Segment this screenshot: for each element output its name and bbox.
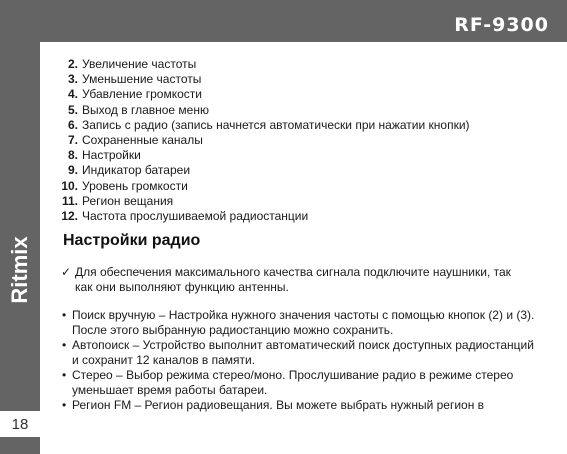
section-heading: Настройки радио <box>63 232 201 249</box>
item-text: Частота прослушиваемой радиостанции <box>82 209 309 224</box>
list-item <box>56 209 470 224</box>
bullet-icon: • <box>62 308 67 322</box>
checkmark-icon: ✓ <box>61 265 72 279</box>
list-item <box>56 194 470 209</box>
list-item <box>56 118 470 133</box>
list-item <box>56 148 470 163</box>
item-number: 7. <box>67 133 78 148</box>
bullet-icon: • <box>62 338 67 352</box>
bullet-text: Автопоиск – Устройство выполнит автоматический поиск доступных радиостанций и сохранит 12 каналов в памяти. <box>72 338 534 367</box>
item-text: Запись с радио (запись начнется автоматически при нажатии кнопки) <box>82 117 470 132</box>
settings-list <box>62 308 537 413</box>
item-number: 11. <box>61 193 78 208</box>
sidebar <box>0 42 40 454</box>
list-item <box>62 308 537 338</box>
bullet-icon: • <box>62 398 67 412</box>
list-item <box>56 57 470 72</box>
item-text: Сохраненные каналы <box>82 133 203 148</box>
list-item <box>56 87 470 102</box>
legend-list <box>56 57 470 224</box>
item-number: 6. <box>67 117 78 132</box>
item-text: Настройки <box>82 148 141 163</box>
bullet-text: Стерео – Выбор режима стерео/моно. Прослушивание радио в режиме стерео уменьшает время работы батареи. <box>72 368 514 397</box>
list-item <box>56 163 470 178</box>
item-number: 8. <box>67 148 78 163</box>
list-item <box>56 72 470 87</box>
bullet-text: Регион FM – Регион радиовещания. Вы можете выбрать нужный регион в <box>72 398 485 412</box>
item-number: 5. <box>67 102 78 117</box>
note-text: Для обеспечения максимального качества сигнала подключите наушники, так как они выполняют функцию антенны. <box>75 265 511 294</box>
header-bar <box>0 0 567 42</box>
antenna-note <box>61 265 531 295</box>
bullet-icon: • <box>62 368 67 382</box>
bullet-text: Поиск вручную – Настройка нужного значения частоты с помощью кнопок (2) и (3). После этого выбранную радиостанцию можно сохранить. <box>72 308 535 337</box>
brand-logo: Ritmix <box>7 236 32 304</box>
list-item <box>62 368 537 398</box>
item-number: 9. <box>67 163 78 178</box>
item-text: Убавление громкости <box>82 87 202 102</box>
page-number: 18 <box>0 411 40 437</box>
list-item <box>62 338 537 368</box>
item-number: 12. <box>61 209 78 224</box>
list-item <box>56 133 470 148</box>
sidebar-bottom-strip <box>0 437 40 454</box>
item-number: 10. <box>61 178 78 193</box>
item-text: Уменьшение частоты <box>82 72 202 87</box>
item-text: Увеличение частоты <box>82 57 197 71</box>
item-text: Индикатор батареи <box>82 163 191 178</box>
item-number: 4. <box>67 87 78 102</box>
item-text: Уровень громкости <box>82 178 188 193</box>
item-number: 3. <box>67 72 78 87</box>
item-text: Выход в главное меню <box>82 102 209 117</box>
item-number: 2. <box>67 57 78 71</box>
list-item <box>56 103 470 118</box>
list-item <box>62 398 537 413</box>
list-item <box>56 179 470 194</box>
item-text: Регион вещания <box>82 193 174 208</box>
model-name: RF-9300 <box>454 14 549 36</box>
